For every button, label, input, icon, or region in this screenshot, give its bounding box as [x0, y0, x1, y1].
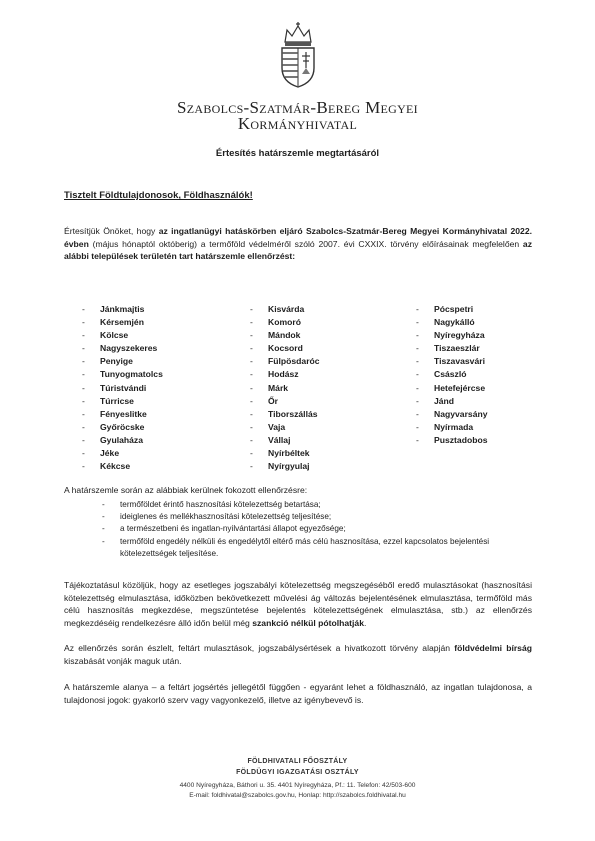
list-item: - Tunyogmatolcs: [82, 369, 163, 380]
list-item: - Penyige: [82, 356, 133, 367]
list-item: - Jánkmajtis: [82, 304, 145, 314]
settlement-name: Túrricse: [100, 395, 134, 406]
list-item: - Császló: [416, 369, 467, 380]
settlement-name: Tunyogmatolcs: [100, 369, 163, 380]
intro-text-2: (május hónaptól októberig) a termőföld védelméről szóló 2007. évi CXXIX. törvény előírásainak megfelelően: [88, 238, 523, 249]
list-item: - Kocsord: [250, 343, 303, 354]
settlement-name: Kérsemjén: [100, 317, 144, 328]
settlement-name: Nagykálló: [434, 317, 475, 328]
list-item: - Tiszavasvári: [416, 356, 485, 367]
list-item: - Őr: [250, 395, 279, 406]
check-text: termőföldet érintő hasznosítási kötelezettség betartása;: [120, 500, 321, 509]
list-item: - Mándok: [250, 330, 301, 341]
info-paragraph: [64, 579, 532, 629]
list-item: - Fülpösdaróc: [250, 356, 320, 367]
settlement-name: Pusztadobos: [434, 434, 488, 445]
settlement-name: Mándok: [268, 330, 301, 341]
settlement-name: Kékcse: [100, 461, 131, 472]
list-item: - termőföldet érintő hasznosítási kötelezettség betartása;: [102, 500, 321, 509]
settlement-name: Vaja: [268, 421, 286, 432]
settlement-name: Jéke: [100, 448, 120, 459]
list-item: - Tiborszállás: [250, 408, 318, 419]
settlement-name: Hodász: [268, 369, 299, 380]
list-item: - Hodász: [250, 369, 299, 380]
intro-bold-2: az alábbi települések területén tart határszemle ellenőrzést:: [64, 238, 532, 262]
settlement-name: Fülpösdaróc: [268, 356, 320, 367]
settlement-name: Győröcske: [100, 421, 145, 432]
settlement-name: Tiszavasvári: [434, 356, 485, 367]
settlement-name: Fényeslitke: [100, 408, 147, 419]
list-item: - termőföld engedély nélküli és engedélytől eltérő más célú hasznosítása, ezzel kapcsolatos bejelentési kötelezettségek teljesítése.: [102, 536, 490, 558]
list-item: - a természetbeni és ingatlan-nyilvántartási állapot egyezősége;: [102, 524, 346, 534]
checks-intro: A határszemle során az alábbiak kerülnek fokozott ellenőrzésre:: [64, 485, 308, 495]
settlement-name: Kölcse: [100, 330, 129, 341]
penalty-paragraph: [64, 642, 532, 667]
settlement-name: Vállaj: [268, 434, 291, 445]
settlement-list-column-2: [250, 303, 320, 473]
list-item: - Gyulaháza: [82, 434, 143, 445]
salutation: Tisztelt Földtulajdonosok, Földhasználók!: [64, 190, 253, 201]
list-item: - ideiglenes és mellékhasznosítási kötelezettség teljesítése;: [102, 512, 332, 522]
list-item: - Nagykálló: [416, 317, 475, 328]
settlement-name: Őr: [268, 395, 279, 406]
info-text-1: Tájékoztatásul közöljük, hogy az esetleges jogszabályi kötelezettség megszegéséből eredő mulasztásokat (hasznosítási kötelezettség elmulasztása, időközben bekövetkezett művelési ág változás bejelentésének elmulasztása, termőföld más célú hasznosítás megkezdése, megszüntetése bejelentés kötelezettségének elmulasztása, stb.) az ellenőrzés megkezdéséig rendelkezésre álló időn belül még: [64, 580, 532, 628]
settlement-name: Nagyszekeres: [100, 343, 158, 354]
intro-bold-1: az ingatlanügyi hatáskörben eljáró Szabolcs-Szatmár-Bereg Megyei Kormányhivatal 2022. évben: [64, 226, 532, 249]
list-item: - Kékcse: [82, 461, 131, 472]
info-text-2: .: [363, 617, 367, 628]
settlement-list-column-3: [416, 303, 488, 447]
list-item: - Tiszaeszlár: [416, 343, 480, 354]
list-item: - Vállaj: [250, 434, 291, 445]
footer-division: FÖLDÜGYI IGAZGATÁSI OSZTÁLY: [236, 769, 359, 776]
settlement-name: Nyírgyulaj: [268, 461, 310, 472]
note-text-2: kiszabását vonják maguk után.: [64, 655, 182, 666]
document-title: Értesítés határszemle megtartásáról: [215, 148, 380, 159]
settlement-name: Kocsord: [268, 343, 303, 354]
info-bold: szankció nélkül pótolhatják: [252, 617, 364, 628]
organization-name-line1: Szabolcs-Szatmár-Bereg Megyei: [177, 98, 418, 117]
organization-name-line2: Kormányhivatal: [237, 114, 358, 133]
list-item: - Nagyvarsány: [416, 408, 488, 419]
settlement-name: Tiborszállás: [268, 408, 318, 419]
list-item: - Kölcse: [82, 330, 129, 341]
checks-list: [102, 499, 532, 560]
list-item: - Túrricse: [82, 395, 134, 406]
list-item: - Jéke: [82, 448, 120, 459]
settlement-name: Nyírbéltek: [268, 448, 310, 459]
settlement-name: Nyíregyháza: [434, 330, 485, 341]
list-item: - Komoró: [250, 317, 301, 328]
list-item: - Hetefejércse: [416, 382, 486, 393]
footer-contact: E-mail: foldhivatal@szabolcs.gov.hu, Honlap: http://szabolcs.foldhivatal.hu: [189, 792, 406, 799]
list-item: - Pusztadobos: [416, 434, 488, 445]
settlement-name: Gyulaháza: [100, 434, 143, 445]
list-item: - Nyíregyháza: [416, 330, 485, 341]
settlement-name: Kisvárda: [268, 304, 305, 314]
settlement-name: Túristvándi: [100, 382, 147, 393]
settlement-name: Jánkmajtis: [100, 304, 145, 314]
list-item: - Pócspetri: [416, 304, 474, 314]
check-text: ideiglenes és mellékhasznosítási kötelezettség teljesítése;: [120, 512, 332, 522]
list-item: - Fényeslitke: [82, 408, 147, 419]
list-item: - Vaja: [250, 421, 286, 432]
settlement-name: Nyírmada: [434, 421, 474, 432]
settlement-name: Nagyvarsány: [434, 408, 488, 419]
settlement-list-column-1: [82, 303, 163, 473]
settlement-name: Jánd: [434, 395, 455, 406]
footer-address: 4400 Nyíregyháza, Báthori u. 35. 4401 Nyíregyháza, Pf.: 11. Telefon: 42/503-600: [179, 782, 416, 789]
settlement-name: Márk: [268, 382, 289, 393]
subject-paragraph: A határszemle alanya – a feltárt jogsértés jellegétől függően - egyaránt lehet a földhasználó, az ingatlan tulajdonosa, a tulajdonosi jogok: gyakorló szerv vagy vagyonkezelő, illetve az igénybevevő is.: [64, 682, 532, 705]
list-item: - Jánd: [416, 395, 455, 406]
note-bold: földvédelmi bírság: [454, 643, 532, 653]
list-item: - Túristvándi: [82, 382, 147, 393]
settlement-name: Császló: [434, 369, 467, 380]
settlement-name: Tiszaeszlár: [434, 343, 480, 354]
check-text: a természetbeni és ingatlan-nyilvántartási állapot egyezősége;: [120, 524, 346, 534]
intro-paragraph: [64, 225, 532, 263]
list-item: - Kisvárda: [250, 304, 305, 314]
settlement-name: Penyige: [100, 356, 133, 367]
list-item: - Márk: [250, 382, 289, 393]
list-item: - Kérsemjén: [82, 317, 144, 328]
list-item: - Nyírbéltek: [250, 448, 310, 459]
intro-text-1: Értesítjük Önöket, hogy: [64, 226, 159, 236]
settlement-name: Hetefejércse: [434, 382, 486, 393]
footer-department: FÖLDHIVATALI FŐOSZTÁLY: [247, 758, 348, 765]
list-item: - Nyírmada: [416, 421, 474, 432]
coat-of-arms-icon: [276, 22, 320, 88]
settlement-name: Komoró: [268, 317, 301, 328]
list-item: - Nyírgyulaj: [250, 461, 310, 472]
check-text: termőföld engedély nélküli és engedélytől eltérő más célú hasznosítása, ezzel kapcsolatos bejelentési kötelezettségek teljesítése.: [120, 536, 490, 558]
list-item: - Győröcske: [82, 421, 145, 432]
list-item: - Nagyszekeres: [82, 343, 158, 354]
settlement-name: Pócspetri: [434, 304, 474, 314]
note-text-1: Az ellenőrzés során észlelt, feltárt mulasztások, jogszabálysértések a hivatkozott törvény alapján: [64, 643, 455, 653]
